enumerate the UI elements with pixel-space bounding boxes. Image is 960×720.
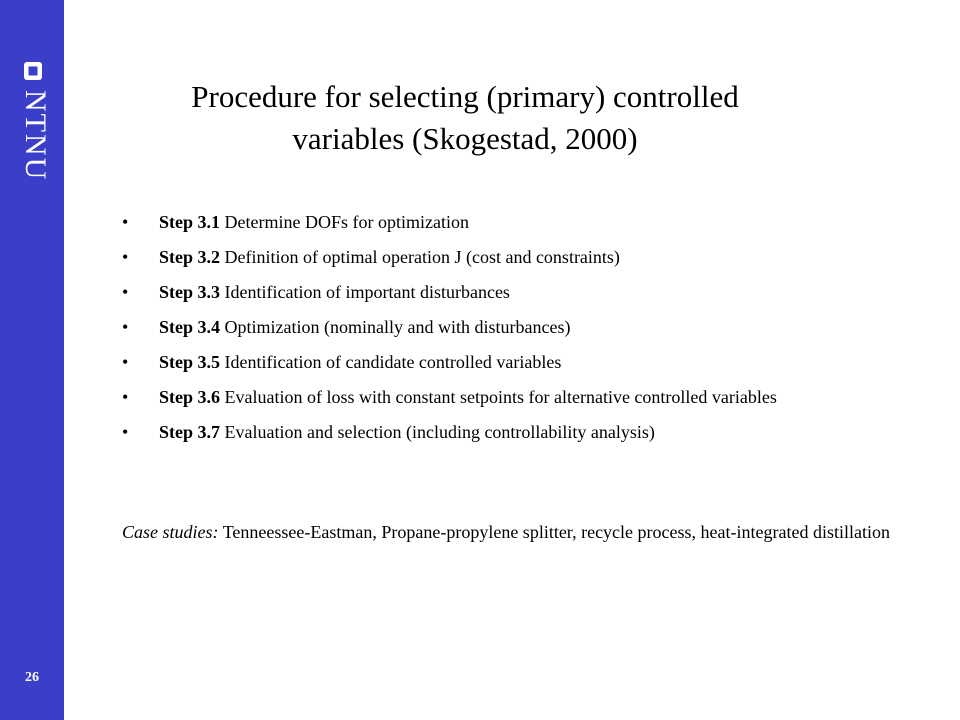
bullet: • — [122, 212, 129, 232]
step-label: Step 3.1 — [159, 212, 221, 232]
step-text: Evaluation and selection (including controllability analysis) — [224, 422, 655, 442]
list-item — [122, 317, 922, 338]
step-text: Determine DOFs for optimization — [224, 212, 469, 232]
sidebar — [0, 0, 64, 720]
step-text: Optimization (nominally and with disturbances) — [224, 317, 571, 337]
page-number: 26 — [25, 670, 39, 685]
list-item — [122, 247, 922, 268]
step-label: Step 3.5 — [159, 352, 221, 372]
case-studies-label: Case studies: — [122, 522, 219, 542]
step-label: Step 3.7 — [159, 422, 221, 442]
case-studies-text: Tenneessee-Eastman, Propane-propylene splitter, recycle process, heat-integrated distillation — [222, 522, 890, 542]
step-label: Step 3.2 — [159, 247, 221, 267]
step-label: Step 3.4 — [159, 317, 221, 337]
step-text: Identification of candidate controlled variables — [224, 352, 562, 372]
bullet: • — [122, 352, 129, 372]
steps-list — [122, 212, 922, 457]
step-text: Evaluation of loss with constant setpoints for alternative controlled variables — [224, 387, 777, 407]
bullet: • — [122, 282, 129, 302]
list-item — [122, 387, 922, 408]
logo-text: NTNU — [19, 90, 52, 182]
case-studies — [122, 522, 922, 543]
list-item — [122, 422, 922, 443]
bullet: • — [122, 247, 129, 267]
list-item — [122, 282, 922, 303]
ntnu-logo — [18, 58, 52, 258]
slide-title: Procedure for selecting (primary) controlled variables (Skogestad, 2000) — [191, 79, 739, 156]
step-label: Step 3.3 — [159, 282, 221, 302]
list-item — [122, 352, 922, 373]
list-item — [122, 212, 922, 233]
step-text: Identification of important disturbances — [224, 282, 510, 302]
bullet: • — [122, 422, 129, 442]
bullet: • — [122, 317, 129, 337]
step-text: Definition of optimal operation J (cost and constraints) — [224, 247, 620, 267]
bullet: • — [122, 387, 129, 407]
step-label: Step 3.6 — [159, 387, 221, 407]
